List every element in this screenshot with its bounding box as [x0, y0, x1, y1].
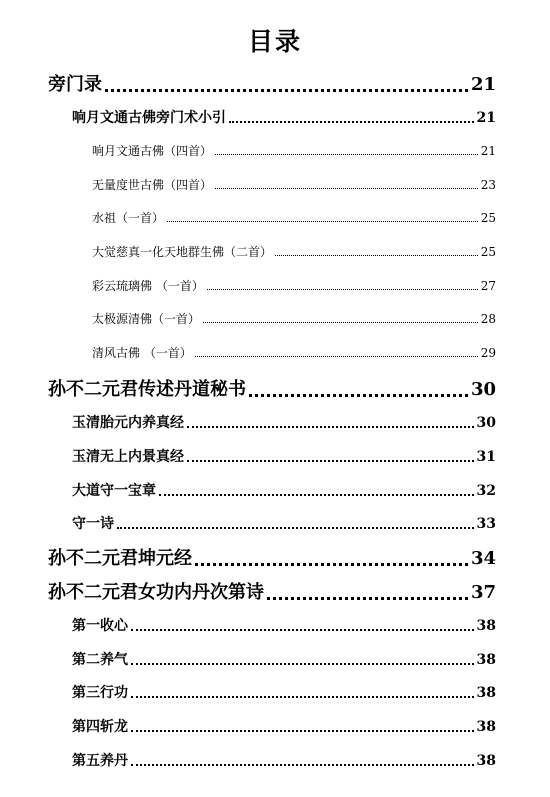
toc-entry-label: 第三行功 [72, 685, 128, 701]
dot-leader [131, 663, 474, 665]
toc-entry-label: 旁门录 [48, 74, 102, 95]
dot-leader [267, 597, 468, 600]
toc-entry-page: 38 [476, 685, 496, 701]
toc-entry-page: 21 [476, 110, 496, 126]
toc-entry-page: 25 [480, 245, 496, 259]
toc-entry-page: 38 [476, 618, 496, 634]
toc-entry-page: 30 [470, 379, 496, 400]
toc-entry[interactable] [92, 142, 496, 159]
toc-entry-label: 水祖（一首） [92, 211, 165, 225]
toc-entry[interactable] [92, 209, 496, 226]
toc-entry-label: 孙不二元君传述丹道秘书 [48, 379, 246, 400]
toc-entry-label: 太极源清佛（一首） [92, 312, 201, 326]
toc-entry[interactable] [72, 412, 496, 432]
toc-entry-label: 第一收心 [72, 618, 128, 634]
toc-entry-page: 23 [480, 178, 496, 192]
toc-entry[interactable] [48, 544, 496, 570]
toc-entry-label: 玉清无上内景真经 [72, 449, 184, 465]
dot-leader [275, 255, 478, 256]
toc-entry[interactable] [92, 243, 496, 260]
dot-leader [207, 289, 478, 290]
toc-entry-page: 32 [476, 483, 496, 499]
dot-leader [249, 394, 468, 397]
toc-entry[interactable] [72, 107, 496, 127]
dot-leader [131, 629, 474, 631]
toc-entry-label: 大道守一宝章 [72, 483, 156, 499]
dot-leader [203, 322, 478, 323]
toc-entry[interactable] [72, 480, 496, 500]
dot-leader [105, 89, 468, 92]
toc-entry-label: 响月文通古佛（四首） [92, 144, 213, 158]
toc-entry-page: 38 [476, 719, 496, 735]
dot-leader [117, 527, 474, 529]
toc-entry[interactable] [72, 716, 496, 736]
toc-entry-label: 第二养气 [72, 652, 128, 668]
toc-entry-label: 孙不二元君女功内丹次第诗 [48, 582, 264, 603]
toc-entry[interactable] [72, 750, 496, 770]
toc-entry-page: 31 [476, 449, 496, 465]
toc-entry-page: 38 [476, 753, 496, 769]
dot-leader [187, 426, 474, 428]
toc-entry[interactable] [72, 446, 496, 466]
toc-entry-page: 33 [476, 516, 496, 532]
toc-entry-label: 响月文通古佛旁门术小引 [72, 110, 226, 126]
dot-leader [215, 154, 478, 155]
toc-entry[interactable] [92, 310, 496, 327]
toc-entry[interactable] [92, 344, 496, 361]
toc-entry[interactable] [48, 375, 496, 401]
toc-entry-label: 第五养丹 [72, 753, 128, 769]
dot-leader [229, 121, 474, 123]
toc-entry-label: 第四斩龙 [72, 719, 128, 735]
toc-entry-page: 21 [480, 144, 496, 158]
toc-entry-page: 27 [480, 279, 496, 293]
dot-leader [159, 494, 474, 496]
toc-entry-page: 29 [480, 346, 496, 360]
dot-leader [195, 563, 468, 566]
toc-entry[interactable] [72, 649, 496, 669]
dot-leader [131, 696, 474, 698]
toc-entry-page: 21 [470, 74, 496, 95]
toc-entry[interactable] [48, 578, 496, 604]
toc-entry-page: 37 [470, 582, 496, 603]
toc-entry[interactable] [72, 513, 496, 533]
toc-entry-label: 无量度世古佛（四首） [92, 178, 213, 192]
dot-leader [131, 730, 474, 732]
dot-leader [167, 221, 478, 222]
toc-entry-label: 守一诗 [72, 516, 114, 532]
dot-leader [195, 356, 478, 357]
toc-entry[interactable] [92, 277, 496, 294]
dot-leader [187, 460, 474, 462]
toc-entry-label: 清风古佛 （一首） [92, 346, 192, 360]
dot-leader [215, 188, 478, 189]
toc-entry[interactable] [48, 70, 496, 96]
page-title: 目录 [247, 27, 302, 56]
toc-entry-label: 彩云琉璃佛 （一首） [92, 279, 204, 293]
toc-entry[interactable] [72, 682, 496, 702]
toc-entry-page: 38 [476, 652, 496, 668]
toc-entry-label: 大觉慈真一化天地群生佛（二首） [92, 245, 273, 259]
toc-entry[interactable] [92, 176, 496, 193]
toc-entry-label: 玉清胎元内养真经 [72, 415, 184, 431]
toc-entry-label: 孙不二元君坤元经 [48, 548, 192, 569]
dot-leader [131, 764, 474, 766]
toc-entry[interactable] [72, 615, 496, 635]
toc-entry-page: 28 [480, 312, 496, 326]
toc-entry-page: 25 [480, 211, 496, 225]
toc-entry-page: 34 [470, 548, 496, 569]
toc-entry-page: 30 [476, 415, 496, 431]
